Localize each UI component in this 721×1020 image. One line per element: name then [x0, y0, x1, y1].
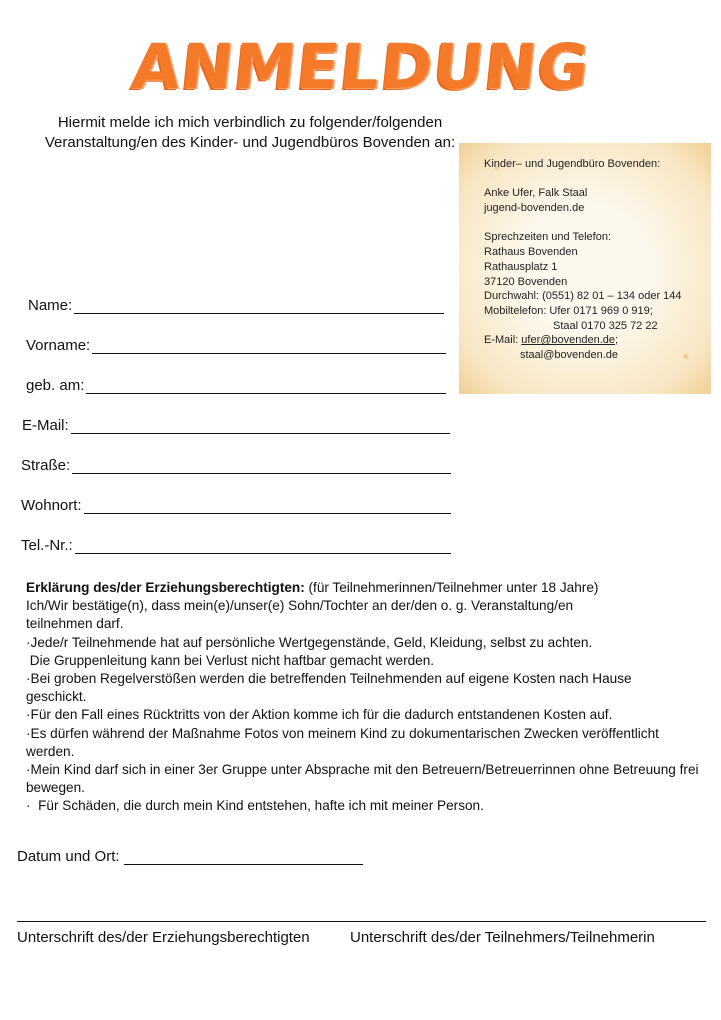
date-place-field[interactable] — [17, 848, 363, 865]
declaration-p1: Ich/Wir bestätige(n), dass mein(e)/unser(e) Sohn/Tochter an der/den o. g. Veranstaltung/en teilnehmen darf. — [26, 598, 574, 632]
declaration-p8: · Für Schäden, die durch mein Kind entstehen, hafte ich mit meiner Person. — [26, 798, 484, 814]
vorname-field[interactable] — [26, 337, 446, 354]
page-title: ANMELDUNG — [128, 30, 593, 103]
email-field-label: E-Mail: — [22, 417, 69, 434]
city: 37120 Bovenden — [484, 275, 568, 288]
city-field[interactable] — [21, 497, 451, 514]
vorname-label: Vorname: — [26, 337, 91, 354]
intro-text — [30, 113, 470, 153]
email-separator: ; — [615, 334, 619, 347]
street-field[interactable] — [21, 457, 451, 474]
phone-field[interactable] — [21, 537, 451, 554]
mobile-phone-1: Mobiltelefon: Ufer 0171 969 0 919; — [484, 304, 653, 317]
declaration-heading: Erklärung des/der Erziehungsberechtigten: — [26, 580, 305, 595]
city-label: Wohnort: — [21, 497, 82, 514]
contact-names: Anke Ufer, Falk Staal — [484, 187, 588, 200]
email-link-staal[interactable]: staal@bovenden.de — [520, 348, 619, 361]
declaration-p5: ·Für den Fall eines Rücktritts von der Aktion komme ich für die dadurch entstandenen Kosten auf. — [26, 707, 613, 723]
city-input-line[interactable] — [84, 499, 451, 514]
name-field[interactable] — [28, 297, 444, 314]
website: jugend-bovenden.de — [484, 202, 585, 215]
guardian-declaration — [26, 579, 716, 816]
email-link-ufer[interactable]: ufer@bovenden.de — [521, 334, 616, 347]
direct-phone: Durchwahl: (0551) 82 01 – 134 oder 144 — [484, 290, 682, 303]
declaration-p2: ·Jede/r Teilnehmende hat auf persönliche Wertgegenstände, Geld, Kleidung, selbst zu achten. — [26, 634, 593, 650]
birthdate-label: geb. am: — [26, 377, 85, 394]
participant-signature-label: Unterschrift des/der Teilnehmers/Teilnehmerin — [350, 929, 655, 946]
mobile-phone-2: Staal 0170 325 72 22 — [553, 319, 658, 332]
street-label: Straße: — [21, 457, 71, 474]
declaration-p7: ·Mein Kind darf sich in einer 3er Gruppe unter Absprache mit den Betreuern/Betreuerrinnen ohne Betreuung frei bewegen. — [26, 762, 699, 796]
birthdate-field[interactable] — [26, 377, 446, 394]
email-row — [484, 333, 711, 348]
intro-line-2: Veranstaltung/en des Kinder- und Jugendbüros Bovenden an: — [44, 134, 456, 151]
email-input-line[interactable] — [71, 419, 450, 434]
hours-heading: Sprechzeiten und Telefon: — [484, 231, 611, 244]
contact-info-box — [459, 143, 711, 394]
phone-label: Tel.-Nr.: — [21, 537, 73, 554]
declaration-heading-row — [26, 579, 716, 597]
date-place-input-line[interactable] — [124, 850, 363, 865]
name-label: Name: — [28, 297, 73, 314]
vorname-input-line[interactable] — [92, 339, 446, 354]
declaration-p6: ·Es dürfen während der Maßnahme Fotos von meinem Kind zu dokumentarischen Zwecken veröffentlicht werden. — [26, 725, 659, 759]
intro-line-1: Hiermit melde ich mich verbindlich zu folgender/folgenden — [57, 114, 443, 131]
street-input-line[interactable] — [72, 459, 451, 474]
email-field[interactable] — [22, 417, 450, 434]
declaration-p3: Die Gruppenleitung kann bei Verlust nicht haftbar gemacht werden. — [26, 652, 435, 668]
email-label: E-Mail: — [484, 334, 522, 347]
building: Rathaus Bovenden — [484, 246, 578, 259]
street: Rathausplatz 1 — [484, 260, 558, 273]
declaration-heading-note: (für Teilnehmerinnen/Teilnehmer unter 18 Jahre) — [304, 580, 599, 595]
phone-input-line[interactable] — [75, 539, 451, 554]
declaration-p4: ·Bei groben Regelverstößen werden die betreffenden Teilnehmenden auf eigene Kosten nach Hause geschickt. — [26, 671, 632, 705]
name-input-line[interactable] — [74, 299, 444, 314]
guardian-signature-label: Unterschrift des/der Erziehungsberechtigten — [17, 929, 310, 946]
birthdate-input-line[interactable] — [86, 379, 446, 394]
date-place-label: Datum und Ort: — [17, 848, 120, 865]
signature-line[interactable] — [17, 921, 706, 922]
org-name: Kinder– und Jugendbüro Bovenden: — [484, 158, 661, 170]
